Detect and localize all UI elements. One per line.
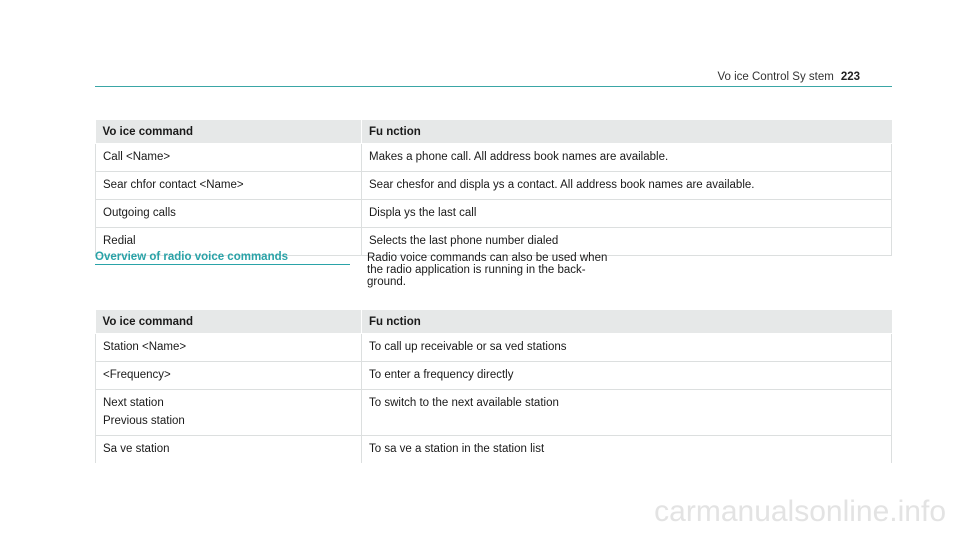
section-body-text: [367, 252, 627, 288]
table-header-row: [96, 310, 892, 334]
header-rule: [95, 86, 892, 87]
table-row: [96, 436, 892, 464]
function-cell: To call up receivable or sa ved stations: [362, 334, 892, 362]
function-cell: Makes a phone call. All address book names are available.: [362, 144, 892, 172]
chapter-title: Vo ice Control Sy stem: [717, 71, 834, 83]
table-header-row: [96, 120, 892, 144]
table-row: [96, 334, 892, 362]
function-cell: To switch to the next available station: [362, 390, 892, 436]
function-cell: To enter a frequency directly: [362, 362, 892, 390]
function-cell: Selects the last phone number dialed: [362, 228, 892, 256]
body-line: Radio voice commands can also be used when: [367, 252, 608, 264]
body-line: ground.: [367, 276, 407, 288]
section-heading: Overview of radio voice commands: [95, 251, 350, 265]
table-row: [96, 144, 892, 172]
watermark: carmanualsonline.info: [654, 495, 946, 528]
page-number: 223: [840, 71, 860, 83]
column-header-function: Fu nction: [362, 120, 892, 144]
column-header-function: Fu nction: [362, 310, 892, 334]
voice-command-cell: <Frequency>: [96, 362, 362, 390]
table-row: [96, 362, 892, 390]
table-row: [96, 390, 892, 436]
radio-voice-commands-table: [95, 310, 892, 463]
column-header-voice-command: Vo ice command: [96, 310, 362, 334]
voice-command-cell: Sear chfor contact <Name>: [96, 172, 362, 200]
voice-command-cell: [96, 390, 362, 436]
voice-command-cell: Call <Name>: [96, 144, 362, 172]
voice-command-cell: Outgoing calls: [96, 200, 362, 228]
column-header-voice-command: Vo ice command: [96, 120, 362, 144]
phone-voice-commands-table: [95, 120, 892, 256]
voice-command-cell: Sa ve station: [96, 436, 362, 464]
function-cell: Sear chesfor and displa ys a contact. All address book names are available.: [362, 172, 892, 200]
body-line: the radio application is running in the back‐: [367, 264, 586, 276]
function-cell: To sa ve a station in the station list: [362, 436, 892, 464]
voice-command-cell: Redial: [96, 228, 362, 256]
voice-command-cell: Station <Name>: [96, 334, 362, 362]
voice-command-line: Previous station: [103, 415, 185, 427]
function-cell: Displa ys the last call: [362, 200, 892, 228]
voice-command-line: Next station: [103, 397, 164, 409]
table-row: [96, 172, 892, 200]
table-row: [96, 200, 892, 228]
running-header: [717, 71, 860, 83]
